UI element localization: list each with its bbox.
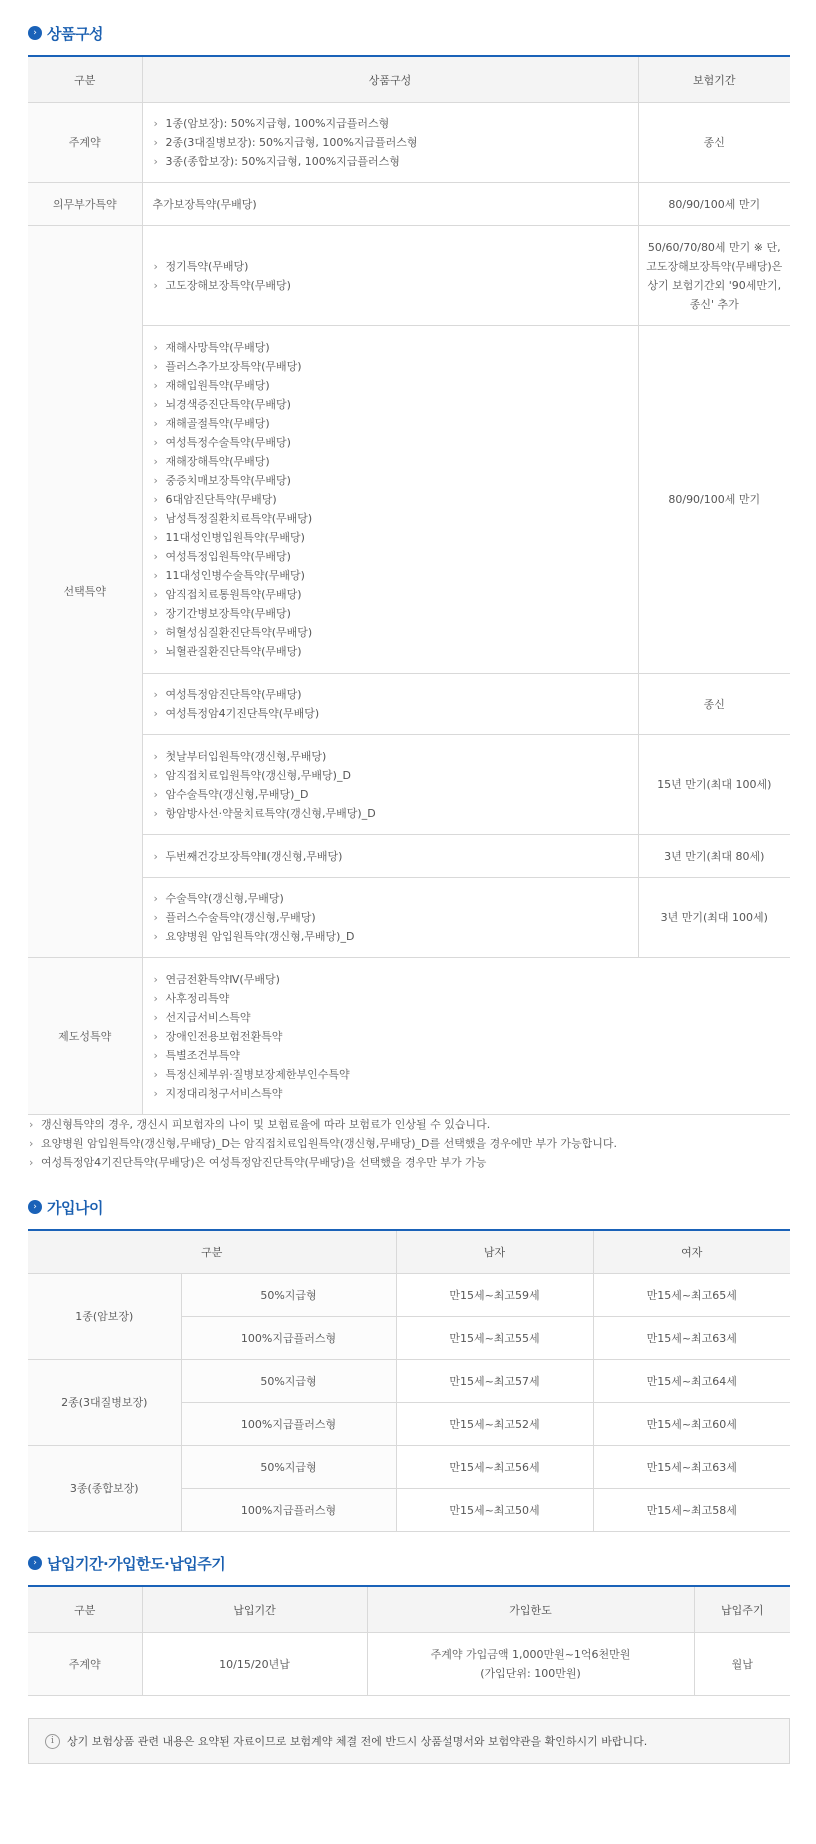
info-icon: i [45,1734,60,1749]
type-cell: 50%지급형 [181,1446,396,1489]
list-item: › 두번째건강보장특약Ⅱ(갱신형,무배당) [153,847,637,866]
limit-unit: (가입단위: 100만원) [480,1667,581,1680]
period-cell: 80/90/100세 만기 [638,326,790,674]
item-list-cell [142,735,638,835]
age-table [28,1229,790,1532]
section-title: 납입기간·가입한도·납입주기 [47,1554,226,1573]
period-cell: 3년 만기(최대 100세) [638,878,790,958]
list-item: › 여성특정수술특약(무배당) [153,433,637,452]
header-pay-period: 납입기간 [142,1586,367,1633]
type-cell: 50%지급형 [181,1360,396,1403]
list-item: › 허혈성심질환진단특약(무배당) [153,623,637,642]
male-age-cell: 만15세~최고50세 [396,1489,593,1532]
female-age-cell: 만15세~최고60세 [593,1403,790,1446]
female-age-cell: 만15세~최고63세 [593,1317,790,1360]
list-item: › 재해장해특약(무배당) [153,452,637,471]
table-row-optional-1 [28,226,790,326]
group-label: 3종(종합보장) [28,1446,181,1532]
item-cell: 추가보장특약(무배당) [142,183,638,226]
male-age-cell: 만15세~최고57세 [396,1360,593,1403]
item-list-cell [142,226,638,326]
list-item: › 선지급서비스특약 [153,1008,790,1027]
table-row [28,1446,790,1489]
type-cell: 100%지급플러스형 [181,1403,396,1446]
section-title: 가입나이 [47,1198,103,1217]
list-item: › 특정신체부위·질병보장제한부인수특약 [153,1065,790,1084]
list-item: › 1종(암보장): 50%지급형, 100%지급플러스형 [153,114,637,133]
table-row [28,1633,790,1696]
chevron-right-icon: › [28,26,42,40]
notice-box [28,1718,790,1764]
list-item: › 장기간병보장특약(무배당) [153,604,637,623]
list-item: › 요양병원 암입원특약(갱신형,무배당)_D [153,927,637,946]
row-label: 주계약 [28,1633,142,1696]
list-item: › 재해입원특약(무배당) [153,376,637,395]
list-item: › 11대성인병수술특약(무배당) [153,566,637,585]
item-list-cell [142,326,638,674]
header-female: 여자 [593,1230,790,1274]
list-item: › 장애인전용보험전환특약 [153,1027,790,1046]
limit-cell [367,1633,694,1696]
list-item: › 플러스추가보장특약(무배당) [153,357,637,376]
limit-line: 주계약 가입금액 1,000만원~1억6천만원 [430,1648,631,1661]
period-cell: 50/60/70/80세 만기 ※ 단, 고도장해보장특약(무배당)은 상기 보험기간외 '90세만기, 종신' 추가 [638,226,790,326]
header-male: 남자 [396,1230,593,1274]
chevron-right-icon: › [28,1200,42,1214]
header-category: 구분 [28,56,142,103]
table-row-optional-6 [28,878,790,958]
item-list-cell [142,878,638,958]
list-item: › 3종(종합보장): 50%지급형, 100%지급플러스형 [153,152,637,171]
male-age-cell: 만15세~최고56세 [396,1446,593,1489]
period-cell: 15년 만기(최대 100세) [638,735,790,835]
table-header-row [28,56,790,103]
table-header-row [28,1230,790,1274]
list-item: › 암직접치료통원특약(무배당) [153,585,637,604]
payment-table [28,1585,790,1696]
item-list-cell [142,674,638,735]
note-item: › 요양병원 암입원특약(갱신형,무배당)_D는 암직접치료입원특약(갱신형,무배당)_D를 선택했을 경우에만 부가 가능합니다. [28,1134,790,1153]
table-row [28,1274,790,1317]
header-category: 구분 [28,1230,396,1274]
female-age-cell: 만15세~최고63세 [593,1446,790,1489]
period-cell: 3년 만기(최대 80세) [638,835,790,878]
list-item: › 암수술특약(갱신형,무배당)_D [153,785,637,804]
header-limit: 가입한도 [367,1586,694,1633]
list-item: › 뇌경색증진단특약(무배당) [153,395,637,414]
header-period: 보험기간 [638,56,790,103]
female-age-cell: 만15세~최고58세 [593,1489,790,1532]
list-item: › 수술특약(갱신형,무배당) [153,889,637,908]
period-cell: 종신 [638,674,790,735]
header-category: 구분 [28,1586,142,1633]
list-item: › 재해사망특약(무배당) [153,338,637,357]
row-label: 의무부가특약 [28,183,142,226]
list-item: › 고도장해보장특약(무배당) [153,276,637,295]
list-item: › 남성특정질환치료특약(무배당) [153,509,637,528]
type-cell: 100%지급플러스형 [181,1489,396,1532]
item-list-cell [142,835,638,878]
row-label: 주계약 [28,103,142,183]
period-cell: 종신 [638,103,790,183]
item-list-cell [142,958,790,1115]
pay-period-cell: 10/15/20년납 [142,1633,367,1696]
table-row-mandatory [28,183,790,226]
list-item: › 2종(3대질병보장): 50%지급형, 100%지급플러스형 [153,133,637,152]
table-row-optional-5 [28,835,790,878]
male-age-cell: 만15세~최고52세 [396,1403,593,1446]
list-item: › 6대암진단특약(무배당) [153,490,637,509]
list-item: › 뇌혈관질환진단특약(무배당) [153,642,637,661]
row-label: 제도성특약 [28,958,142,1115]
item-list-cell [142,103,638,183]
note-item: › 여성특정암4기진단특약(무배당)은 여성특정암진단특약(무배당)을 선택했을 경우만 부가 가능 [28,1153,790,1172]
female-age-cell: 만15세~최고65세 [593,1274,790,1317]
list-item: › 재해골절특약(무배당) [153,414,637,433]
type-cell: 100%지급플러스형 [181,1317,396,1360]
notes-list [28,1115,790,1172]
table-header-row [28,1586,790,1633]
list-item: › 플러스수술특약(갱신형,무배당) [153,908,637,927]
section-title: 상품구성 [47,24,103,43]
list-item: › 여성특정입원특약(무배당) [153,547,637,566]
male-age-cell: 만15세~최고59세 [396,1274,593,1317]
list-item: › 여성특정암진단특약(무배당) [153,685,637,704]
table-row-optional-3 [28,674,790,735]
section-heading-composition [28,24,790,42]
list-item: › 첫날부터입원특약(갱신형,무배당) [153,747,637,766]
list-item: › 여성특정암4기진단특약(무배당) [153,704,637,723]
list-item: › 항암방사선·약물치료특약(갱신형,무배당)_D [153,804,637,823]
group-label: 2종(3대질병보장) [28,1360,181,1446]
list-item: › 11대성인병입원특약(무배당) [153,528,637,547]
group-label: 1종(암보장) [28,1274,181,1360]
notice-text: 상기 보험상품 관련 내용은 요약된 자료이므로 보험계약 체결 전에 반드시 상품설명서와 보험약관을 확인하시기 바랍니다. [67,1735,648,1748]
list-item: › 지정대리청구서비스특약 [153,1084,790,1103]
list-item: › 암직접치료입원특약(갱신형,무배당)_D [153,766,637,785]
list-item: › 사후정리특약 [153,989,790,1008]
chevron-right-icon: › [28,1556,42,1570]
list-item: › 연금전환특약Ⅳ(무배당) [153,970,790,989]
table-row-system [28,958,790,1115]
table-row-optional-2 [28,326,790,674]
list-item: › 정기특약(무배당) [153,257,637,276]
list-item: › 특별조건부특약 [153,1046,790,1065]
table-row-main [28,103,790,183]
cycle-cell: 월납 [694,1633,790,1696]
female-age-cell: 만15세~최고64세 [593,1360,790,1403]
section-heading-age [28,1198,790,1216]
row-label: 선택특약 [28,226,142,958]
male-age-cell: 만15세~최고55세 [396,1317,593,1360]
type-cell: 50%지급형 [181,1274,396,1317]
header-composition: 상품구성 [142,56,638,103]
list-item: › 중증치매보장특약(무배당) [153,471,637,490]
section-heading-payment [28,1554,790,1572]
table-row [28,1360,790,1403]
composition-table [28,55,790,1115]
page [0,24,816,1764]
note-item: › 갱신형특약의 경우, 갱신시 피보험자의 나이 및 보험료율에 따라 보험료가 인상될 수 있습니다. [28,1115,790,1134]
header-cycle: 납입주기 [694,1586,790,1633]
period-cell: 80/90/100세 만기 [638,183,790,226]
table-row-optional-4 [28,735,790,835]
